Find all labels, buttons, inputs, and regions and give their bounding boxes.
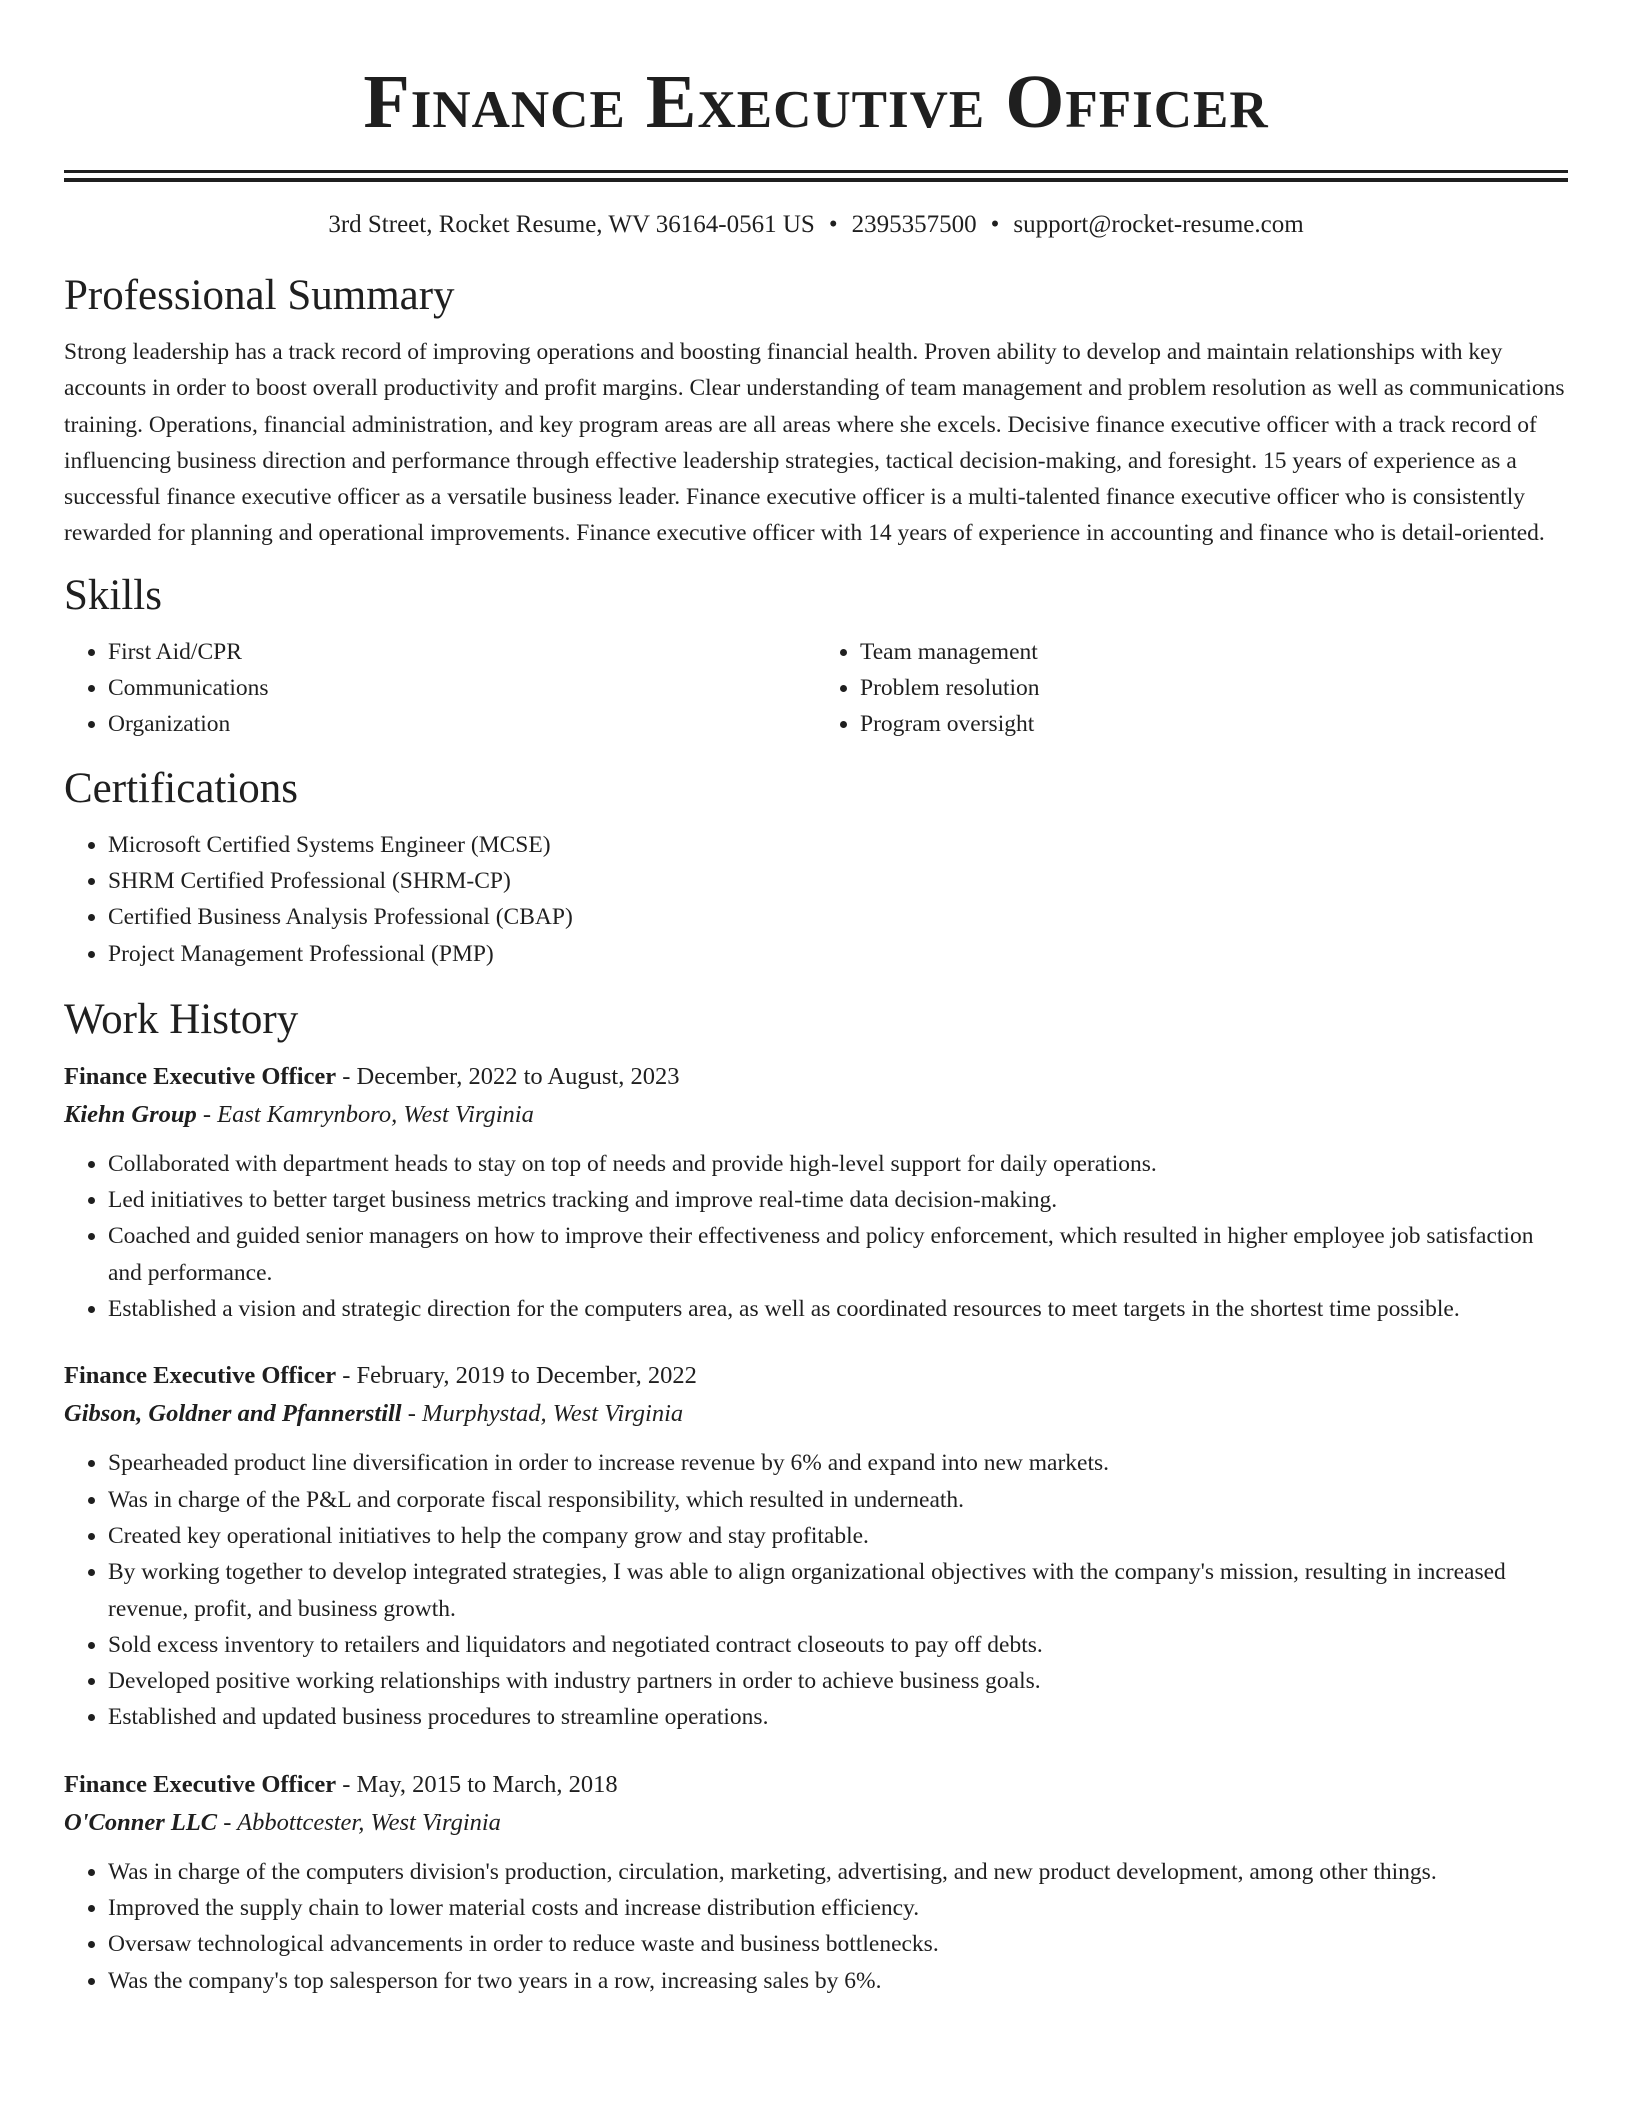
skill-item: • First Aid/CPR [108,634,816,670]
job-bullet: • By working together to develop integrated strategies, I was able to align organizational objectives with the company's mission, resulting in increased revenue, profit, and business growth. [108,1554,1568,1627]
certifications-list [64,827,1568,972]
job-entry [64,1766,1568,1999]
job-company-line [64,1395,1568,1433]
certifications-section [64,763,1568,972]
certification-item: • Certified Business Analysis Professional (CBAP) [108,899,1568,935]
job-company-line [64,1096,1568,1134]
job-bullets [64,1854,1568,1999]
skill-item: • Team management [860,634,1568,670]
job-bullets [64,1146,1568,1327]
skill-item: • Communications [108,670,816,706]
skills-columns [64,634,1568,743]
job-company: Kiehn Group [64,1100,197,1128]
contact-separator: • [828,211,838,238]
job-role-line [64,1357,1568,1395]
contact-phone: 2395357500 [851,211,977,238]
job-bullet: • Collaborated with department heads to stay on top of needs and provide high-level support for daily operations. [108,1146,1568,1182]
job-dates: - May, 2015 to March, 2018 [336,1770,618,1798]
job-entry [64,1058,1568,1327]
job-entry [64,1357,1568,1735]
skills-section [64,570,1568,743]
job-bullet: • Led initiatives to better target business metrics tracking and improve real-time data decision-making. [108,1182,1568,1218]
job-bullet: • Established a vision and strategic direction for the computers area, as well as coordinated resources to meet targets in the shortest time possible. [108,1291,1568,1327]
job-bullet: • Oversaw technological advancements in order to reduce waste and business bottlenecks. [108,1926,1568,1962]
contact-separator: • [990,211,1000,238]
page-title: Finance Executive Officer [363,60,1269,144]
section-heading-summary: Professional Summary [64,272,455,319]
title-rule-bottom [64,178,1568,182]
job-bullet: • Established and updated business procedures to streamline operations. [108,1699,1568,1735]
job-bullet: • Spearheaded product line diversification in order to increase revenue by 6% and expand into new markets. [108,1445,1568,1481]
certification-item: • SHRM Certified Professional (SHRM-CP) [108,863,1568,899]
job-company: O'Conner LLC [64,1808,218,1836]
certification-item: • Project Management Professional (PMP) [108,936,1568,972]
job-role-line [64,1058,1568,1096]
job-role-line [64,1766,1568,1804]
summary-text: Strong leadership has a track record of improving operations and boosting financial health. Proven ability to develop and maintain relationships with key accounts in order to boost overall productivity and profit margins. Clear understanding of team management and problem resolution as well as communications training. Operations, financial administration, and key program areas are all areas where she excels. Decisive finance executive officer with a track record of influencing business direction and performance through effective leadership strategies, tactical decision-making, and foresight. 15 years of experience as a successful finance executive officer as a versatile business leader. Finance executive officer is a multi-talented finance executive officer who is consistently rewarded for planning and operational improvements. Finance executive officer with 14 years of experience in accounting and finance who is detail-oriented. [64,339,1565,547]
job-company: Gibson, Goldner and Pfannerstill [64,1400,402,1428]
job-title: Finance Executive Officer [64,1062,337,1090]
job-dates: - December, 2022 to August, 2023 [336,1062,680,1090]
skill-item: • Problem resolution [860,670,1568,706]
contact-address: 3rd Street, Rocket Resume, WV 36164-0561 US [328,211,815,238]
job-bullet: • Was in charge of the computers division's production, circulation, marketing, advertising, and new product development, among other things. [108,1854,1568,1890]
work-history-section [64,994,1568,1999]
job-location: - East Kamrynboro, West Virginia [196,1100,534,1128]
job-bullet: • Sold excess inventory to retailers and liquidators and negotiated contract closeouts to pay off debts. [108,1627,1568,1663]
skill-item: • Program oversight [860,706,1568,742]
job-location: - Abbottcester, West Virginia [217,1808,501,1836]
job-title: Finance Executive Officer [64,1362,337,1390]
skills-list-left [64,634,816,743]
job-bullet: • Developed positive working relationships with industry partners in order to achieve business goals. [108,1663,1568,1699]
contact-line [64,208,1568,242]
summary-section [64,270,1568,552]
certification-item: • Microsoft Certified Systems Engineer (MCSE) [108,827,1568,863]
job-bullet: • Improved the supply chain to lower material costs and increase distribution efficiency. [108,1890,1568,1926]
job-bullet: • Coached and guided senior managers on how to improve their effectiveness and policy enforcement, which resulted in higher employee job satisfaction and performance. [108,1218,1568,1291]
job-company-line [64,1804,1568,1842]
job-dates: - February, 2019 to December, 2022 [336,1362,697,1390]
section-heading-skills: Skills [64,571,162,619]
section-heading-certifications: Certifications [64,764,299,812]
job-location: - Murphystad, West Virginia [401,1400,684,1428]
skill-item: • Organization [108,706,816,742]
skills-list-right [816,634,1568,743]
job-title: Finance Executive Officer [64,1770,337,1798]
contact-email: support@rocket-resume.com [1013,211,1304,238]
job-bullet: • Was in charge of the P&L and corporate fiscal responsibility, which resulted in underneath. [108,1482,1568,1518]
section-heading-work-history: Work History [64,995,299,1043]
job-bullet: • Created key operational initiatives to help the company grow and stay profitable. [108,1518,1568,1554]
job-bullets [64,1445,1568,1735]
job-bullet: • Was the company's top salesperson for two years in a row, increasing sales by 6%. [108,1963,1568,1999]
title-rule-top [64,170,1568,173]
